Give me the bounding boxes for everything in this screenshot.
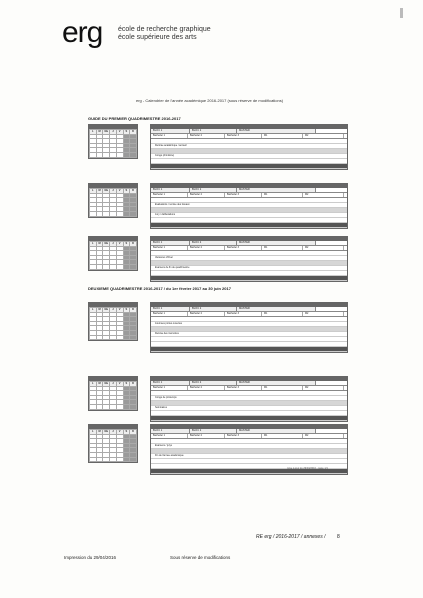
- schedule-line: Congé (Armistice): [151, 154, 347, 159]
- bloc-label: BLOC 1: [151, 307, 190, 311]
- year-label: Bachelier 1: [151, 134, 188, 138]
- year-label: M2: [303, 386, 344, 390]
- schedule-line: Rentrée académique / accueil: [151, 144, 347, 149]
- day-cell: [110, 211, 117, 216]
- day-cell: [103, 152, 110, 157]
- year-label: Bachelier 3: [225, 134, 262, 138]
- weekday-header: D: [130, 189, 137, 194]
- day-cell: [123, 152, 130, 157]
- month-calendar: [88, 302, 138, 341]
- year-label: Bachelier 1: [151, 386, 188, 390]
- weekday-header: J: [110, 430, 117, 435]
- document-title: erg - Calendrier de l'année académique 2016-2017 (sous réserve de modifications): [136, 98, 284, 103]
- day-cell: [116, 152, 123, 157]
- day-cell: [130, 335, 137, 340]
- day-cell: [123, 457, 130, 462]
- weekday-header: Me: [104, 308, 109, 312]
- year-label: M1: [262, 134, 303, 138]
- reserve-note: Sous réserve de modifications: [170, 555, 231, 560]
- day-cell: [110, 457, 117, 462]
- day-cell: [96, 404, 103, 409]
- weekday-header: V: [116, 430, 123, 435]
- day-cell: [130, 404, 137, 409]
- day-cell: [96, 335, 103, 340]
- bloc-label: MASTER: [237, 381, 316, 385]
- schedule-line: Séminaires: [151, 406, 347, 411]
- schedule-line: Congé de printemps: [151, 396, 347, 401]
- weekday-header: J: [110, 130, 117, 135]
- year-label: M2: [303, 312, 344, 316]
- bloc-label: BLOC 2: [190, 188, 237, 192]
- month-calendar: [88, 424, 138, 463]
- day-cell: [123, 335, 130, 340]
- print-date: Impression du 29/04/2016: [64, 555, 117, 560]
- weekday-header: J: [110, 242, 117, 247]
- day-cell: [90, 404, 97, 409]
- bloc-label: BLOC 2: [190, 307, 237, 311]
- month-calendar: [88, 376, 138, 411]
- weekday-header: Me: [104, 382, 109, 386]
- calendar-grid: [89, 241, 137, 270]
- weekday-header: M: [96, 242, 103, 247]
- schedule-grid: [150, 236, 348, 282]
- weekday-header: V: [116, 189, 123, 194]
- day-cell: [103, 457, 110, 462]
- year-label: Bachelier 3: [225, 246, 262, 250]
- schedule-line: [151, 416, 347, 421]
- schedule-line: [151, 223, 347, 228]
- year-label: M1: [262, 434, 303, 438]
- day-cell: [123, 264, 130, 269]
- weekday-header: Me: [104, 242, 109, 246]
- weekday-header: S: [123, 242, 130, 247]
- year-label: Bachelier 1: [151, 246, 188, 250]
- bloc-label: BLOC 2: [190, 129, 237, 133]
- update-note: mise à jour du 29/04/2016 - page 1/1: [287, 467, 328, 470]
- bloc-label: BLOC 1: [151, 188, 190, 192]
- weekday-header: Me: [104, 130, 109, 134]
- day-cell: [110, 152, 117, 157]
- day-cell: [103, 264, 110, 269]
- weekday-header: S: [123, 430, 130, 435]
- day-cell: [123, 404, 130, 409]
- weekday-header: M: [96, 130, 103, 135]
- day-cell: [130, 211, 137, 216]
- school-line-1: école de recherche graphique: [118, 26, 211, 33]
- year-label: M2: [303, 434, 344, 438]
- schedule-line: Évaluations / remise des travaux: [151, 203, 347, 208]
- year-label: Bachelier 2: [188, 434, 225, 438]
- day-cell: [96, 264, 103, 269]
- weekday-header: S: [123, 130, 130, 135]
- year-label: M2: [303, 193, 344, 197]
- q2-section-title: DEUXIEME QUADRIMESTRE 2016-2017 / du 1er février 2017 au 30 juin 2017: [88, 286, 231, 291]
- school-line-2: école supérieure des arts: [118, 34, 197, 41]
- day-cell: [96, 211, 103, 216]
- schedule-line: Remise des mémoires: [151, 332, 347, 337]
- bloc-label: BLOC 1: [151, 129, 190, 133]
- calendar-grid: [89, 429, 137, 462]
- weekday-header: D: [130, 308, 137, 313]
- year-label: Bachelier 3: [225, 434, 262, 438]
- month-calendar: [88, 183, 138, 218]
- bloc-label: MASTER: [237, 241, 316, 245]
- day-cell: [90, 335, 97, 340]
- day-cell: [90, 264, 97, 269]
- scan-mark: [400, 8, 403, 18]
- calendar-grid: [89, 307, 137, 340]
- weekday-header: J: [110, 189, 117, 194]
- weekday-header: L: [90, 242, 97, 247]
- schedule-line: [151, 164, 347, 169]
- document-reference: RE erg / 2016-2017 / annexes /: [256, 534, 326, 540]
- day-cell: [130, 152, 137, 157]
- year-label: Bachelier 3: [225, 193, 262, 197]
- calendar-grid: [89, 188, 137, 217]
- weekday-header: D: [130, 430, 137, 435]
- year-label: Bachelier 2: [188, 193, 225, 197]
- day-cell: [90, 152, 97, 157]
- year-label: Bachelier 1: [151, 312, 188, 316]
- bloc-label: BLOC 1: [151, 381, 190, 385]
- schedule-line: Examens / jurys: [151, 444, 347, 449]
- month-calendar: [88, 124, 138, 159]
- weekday-header: L: [90, 130, 97, 135]
- bloc-label: MASTER: [237, 129, 316, 133]
- year-label: M1: [262, 386, 303, 390]
- weekday-header: M: [96, 382, 103, 387]
- bloc-label: BLOC 1: [151, 241, 190, 245]
- day-cell: [110, 335, 117, 340]
- day-cell: [116, 211, 123, 216]
- bloc-label: MASTER: [237, 429, 316, 433]
- year-label: Bachelier 3: [225, 312, 262, 316]
- day-cell: [90, 211, 97, 216]
- schedule-line: Vacances d'hiver: [151, 256, 347, 261]
- school-name: [118, 26, 211, 42]
- day-cell: [103, 335, 110, 340]
- day-cell: [130, 457, 137, 462]
- year-label: M1: [262, 312, 303, 316]
- weekday-header: Me: [104, 189, 109, 193]
- year-label: Bachelier 2: [188, 386, 225, 390]
- year-label: Bachelier 2: [188, 134, 225, 138]
- month-calendar: [88, 236, 138, 271]
- weekday-header: M: [96, 189, 103, 194]
- day-cell: [103, 404, 110, 409]
- day-cell: [96, 152, 103, 157]
- weekday-header: V: [116, 242, 123, 247]
- weekday-header: L: [90, 308, 97, 313]
- weekday-header: J: [110, 382, 117, 387]
- schedule-grid: [150, 124, 348, 170]
- bloc-label: BLOC 2: [190, 381, 237, 385]
- page-number: 8: [337, 534, 340, 540]
- weekday-header: M: [96, 430, 103, 435]
- year-label: Bachelier 1: [151, 193, 188, 197]
- logo-mark: erg: [62, 16, 103, 49]
- weekday-header: L: [90, 189, 97, 194]
- day-cell: [116, 457, 123, 462]
- day-cell: [110, 264, 117, 269]
- day-cell: [130, 264, 137, 269]
- schedule-grid: [150, 183, 348, 229]
- year-label: Bachelier 3: [225, 386, 262, 390]
- bloc-label: MASTER: [237, 188, 316, 192]
- year-label: M1: [262, 246, 303, 250]
- weekday-header: J: [110, 308, 117, 313]
- weekday-header: S: [123, 189, 130, 194]
- day-cell: [116, 335, 123, 340]
- day-cell: [90, 457, 97, 462]
- bloc-label: MASTER: [237, 307, 316, 311]
- weekday-header: D: [130, 242, 137, 247]
- schedule-line: Fin de l'année académique: [151, 454, 347, 459]
- weekday-header: L: [90, 382, 97, 387]
- weekday-header: V: [116, 308, 123, 313]
- weekday-header: S: [123, 308, 130, 313]
- year-label: M1: [262, 193, 303, 197]
- weekday-header: V: [116, 382, 123, 387]
- bloc-label: BLOC 2: [190, 241, 237, 245]
- day-cell: [123, 211, 130, 216]
- bloc-label: BLOC 1: [151, 429, 190, 433]
- year-label: M2: [303, 134, 344, 138]
- year-label: Bachelier 2: [188, 246, 225, 250]
- bloc-label: BLOC 2: [190, 429, 237, 433]
- schedule-grid: [150, 302, 348, 353]
- year-label: M2: [303, 246, 344, 250]
- weekday-header: L: [90, 430, 97, 435]
- weekday-header: V: [116, 130, 123, 135]
- schedule-line: Jury / délibérations: [151, 213, 347, 218]
- day-cell: [103, 211, 110, 216]
- year-label: Bachelier 2: [188, 312, 225, 316]
- weekday-header: M: [96, 308, 103, 313]
- q1-section-title: GUIDE DU PREMIER QUADRIMESTRE 2016-2017: [88, 116, 181, 121]
- schedule-grid: [150, 376, 348, 422]
- weekday-header: Me: [104, 430, 109, 434]
- year-label: Bachelier 1: [151, 434, 188, 438]
- schedule-line: Examens de fin de quadrimestre: [151, 266, 347, 271]
- weekday-header: S: [123, 382, 130, 387]
- weekday-header: D: [130, 382, 137, 387]
- day-cell: [116, 264, 123, 269]
- schedule-line: Journées portes ouvertes: [151, 322, 347, 327]
- schedule-line: [151, 276, 347, 281]
- weekday-header: D: [130, 130, 137, 135]
- schedule-line: [151, 347, 347, 352]
- day-cell: [96, 457, 103, 462]
- calendar-grid: [89, 381, 137, 410]
- calendar-grid: [89, 129, 137, 158]
- day-cell: [116, 404, 123, 409]
- day-cell: [110, 404, 117, 409]
